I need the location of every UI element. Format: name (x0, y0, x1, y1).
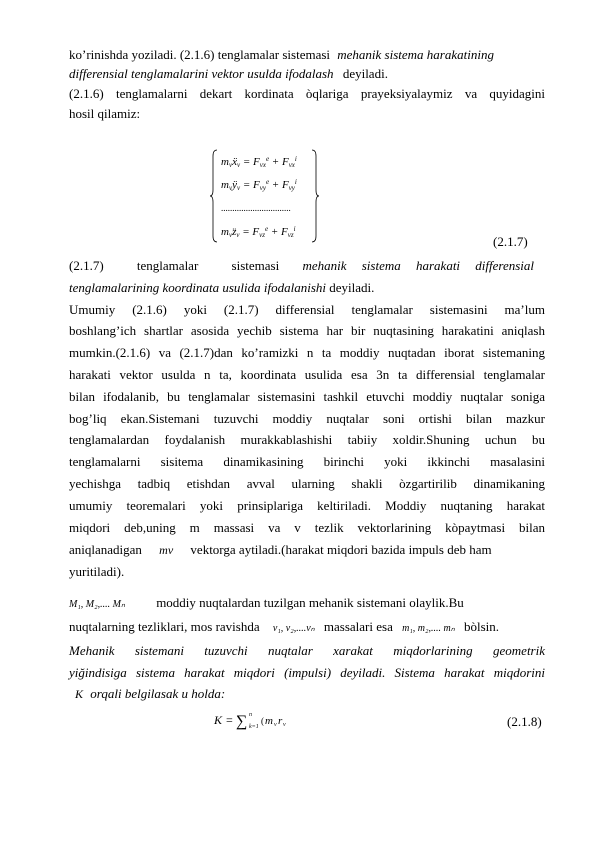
text-line: hosil qilamiz: (69, 106, 141, 121)
svg-text:ν: ν (274, 722, 277, 728)
math-symbol: m₁, m₂,.... mₙ (402, 623, 455, 634)
equation-row-4: mνz̈ν = Fνz$^e$ + Fνz$^i$ (221, 225, 296, 239)
text-span: sistemasi (231, 258, 280, 273)
text-line (69, 258, 545, 274)
text-span: nuqtalarning tezliklari, mos ravishda (69, 619, 260, 634)
equation-row-2: mνÿν = Fνy$^e$ + Fνy$^i$ (221, 178, 297, 192)
text-line (69, 542, 545, 558)
text-span: aniqlanadigan (69, 542, 142, 557)
text-span: orqali belgilasak u holda: (90, 686, 226, 701)
text-line (69, 595, 545, 613)
italic-term: differensial tenglamalarini vektor usulda ifodalash (69, 66, 334, 81)
text-line: (2.1.6) tenglamalarni dekart kordinata òqlariga prayeksiyalaymiz va quyidagini (69, 86, 545, 101)
text-line: miqdori deb,uning m massasi va v tezlik vektorlarining kòpaytmasi bilan (69, 520, 545, 535)
svg-text:n: n (249, 712, 252, 718)
text-line: yuritiladi). (69, 564, 125, 579)
svg-text:r: r (278, 715, 283, 727)
svg-text:m: m (265, 715, 273, 727)
equation-row-3: ............................... (221, 203, 291, 213)
italic-term: mehanik sistema harakati differensial (302, 258, 535, 273)
text-line (69, 66, 545, 82)
text-line: yiğindisiga sistema harakat miqdori (impulsi) deyiladi. Sistema harakat miqdorini (69, 665, 545, 680)
math-symbol: mv (159, 543, 174, 557)
math-symbol: M₁, M₂,.... Mₙ (69, 599, 125, 610)
text-span: ko’rinishda yoziladi. (2.1.6) tenglamalar sistemasi (69, 47, 331, 62)
text-line: Umumiy (2.1.6) yoki (2.1.7) differensial tenglamalar sistemasini ma’lum (69, 302, 545, 317)
equation-system (208, 148, 323, 244)
text-line: umumiy teoremalari yoki prinsiplariga keltiriladi. Moddiy nuqtaning harakat (69, 498, 545, 513)
text-line: tenglamalardan foydalanish murakkablashishi tabiiy xoldir.Shuning uchun bu (69, 432, 545, 447)
italic-term: mehanik sistema harakatining (337, 47, 494, 62)
text-span: deyiladi. (329, 280, 375, 295)
svg-text:ν: ν (283, 722, 286, 728)
text-span: (2.1.7) (69, 258, 104, 273)
text-line (69, 47, 545, 63)
math-symbol: K (75, 687, 84, 701)
text-line (69, 619, 545, 637)
svg-text:=: = (226, 713, 233, 727)
svg-text:∑: ∑ (236, 713, 248, 730)
text-line (69, 686, 545, 702)
text-span: moddiy nuqtalardan tuzilgan mehanik sistemani olaylik.Bu (156, 595, 464, 610)
equation-number: (2.1.7) (493, 234, 528, 249)
text-line: bog’liq ekan.Sistemani tuzuvchi moddiy nuqtalar soni ortishi bilan mazkur (69, 411, 545, 426)
svg-text:k=1: k=1 (249, 724, 259, 730)
text-line: Mehanik sistemani tuzuvchi nuqtalar xarakat miqdorlarining geometrik (69, 643, 545, 658)
text-line: harakati vektor usulda n ta, koordinata usulida esa 3n ta differensial tenglamalar (69, 367, 545, 382)
equation-row-1: mνẍν = Fνx$^e$ + Fνx$^i$ (221, 155, 297, 169)
math-symbol: v₁, v₂,....vₙ (272, 623, 315, 634)
text-line: boshlang’ich shartlar asosida yechib sistema har bir nuqtasining harakatini aniqlash (69, 323, 545, 338)
formula-2-1-8 (212, 706, 312, 732)
text-span: deyiladi. (342, 66, 388, 81)
svg-text:(: ( (261, 716, 264, 726)
svg-text:K: K (214, 713, 223, 727)
text-line (69, 280, 545, 296)
text-line: tenglamalarni sisitema dinamikasining birinchi yoki ikkinchi masalasini (69, 454, 545, 469)
text-span: bòlsin. (463, 619, 499, 634)
text-line: yechishga tadbiq etishdan avval ularning shakli òzgartirilib dinamikaning (69, 476, 545, 491)
text-line: mumkin.(2.1.6) va (2.1.7)dan ko’ramizki n ta moddiy nuqtadan iborat sistemaning (69, 345, 545, 360)
text-span: tenglamalar (136, 258, 199, 273)
equation-number: (2.1.8) (507, 714, 542, 729)
text-span: vektorga aytiladi.(harakat miqdori bazida impuls deb ham (190, 542, 492, 557)
italic-term: tenglamalarining koordinata usulida ifodalanishi (69, 280, 326, 295)
text-span: massalari esa (323, 619, 393, 634)
text-line: bilan ifodalanib, bu tenglamalar sistemasini tashkil etuvchi moddiy nuqtalar soniga (69, 389, 545, 404)
